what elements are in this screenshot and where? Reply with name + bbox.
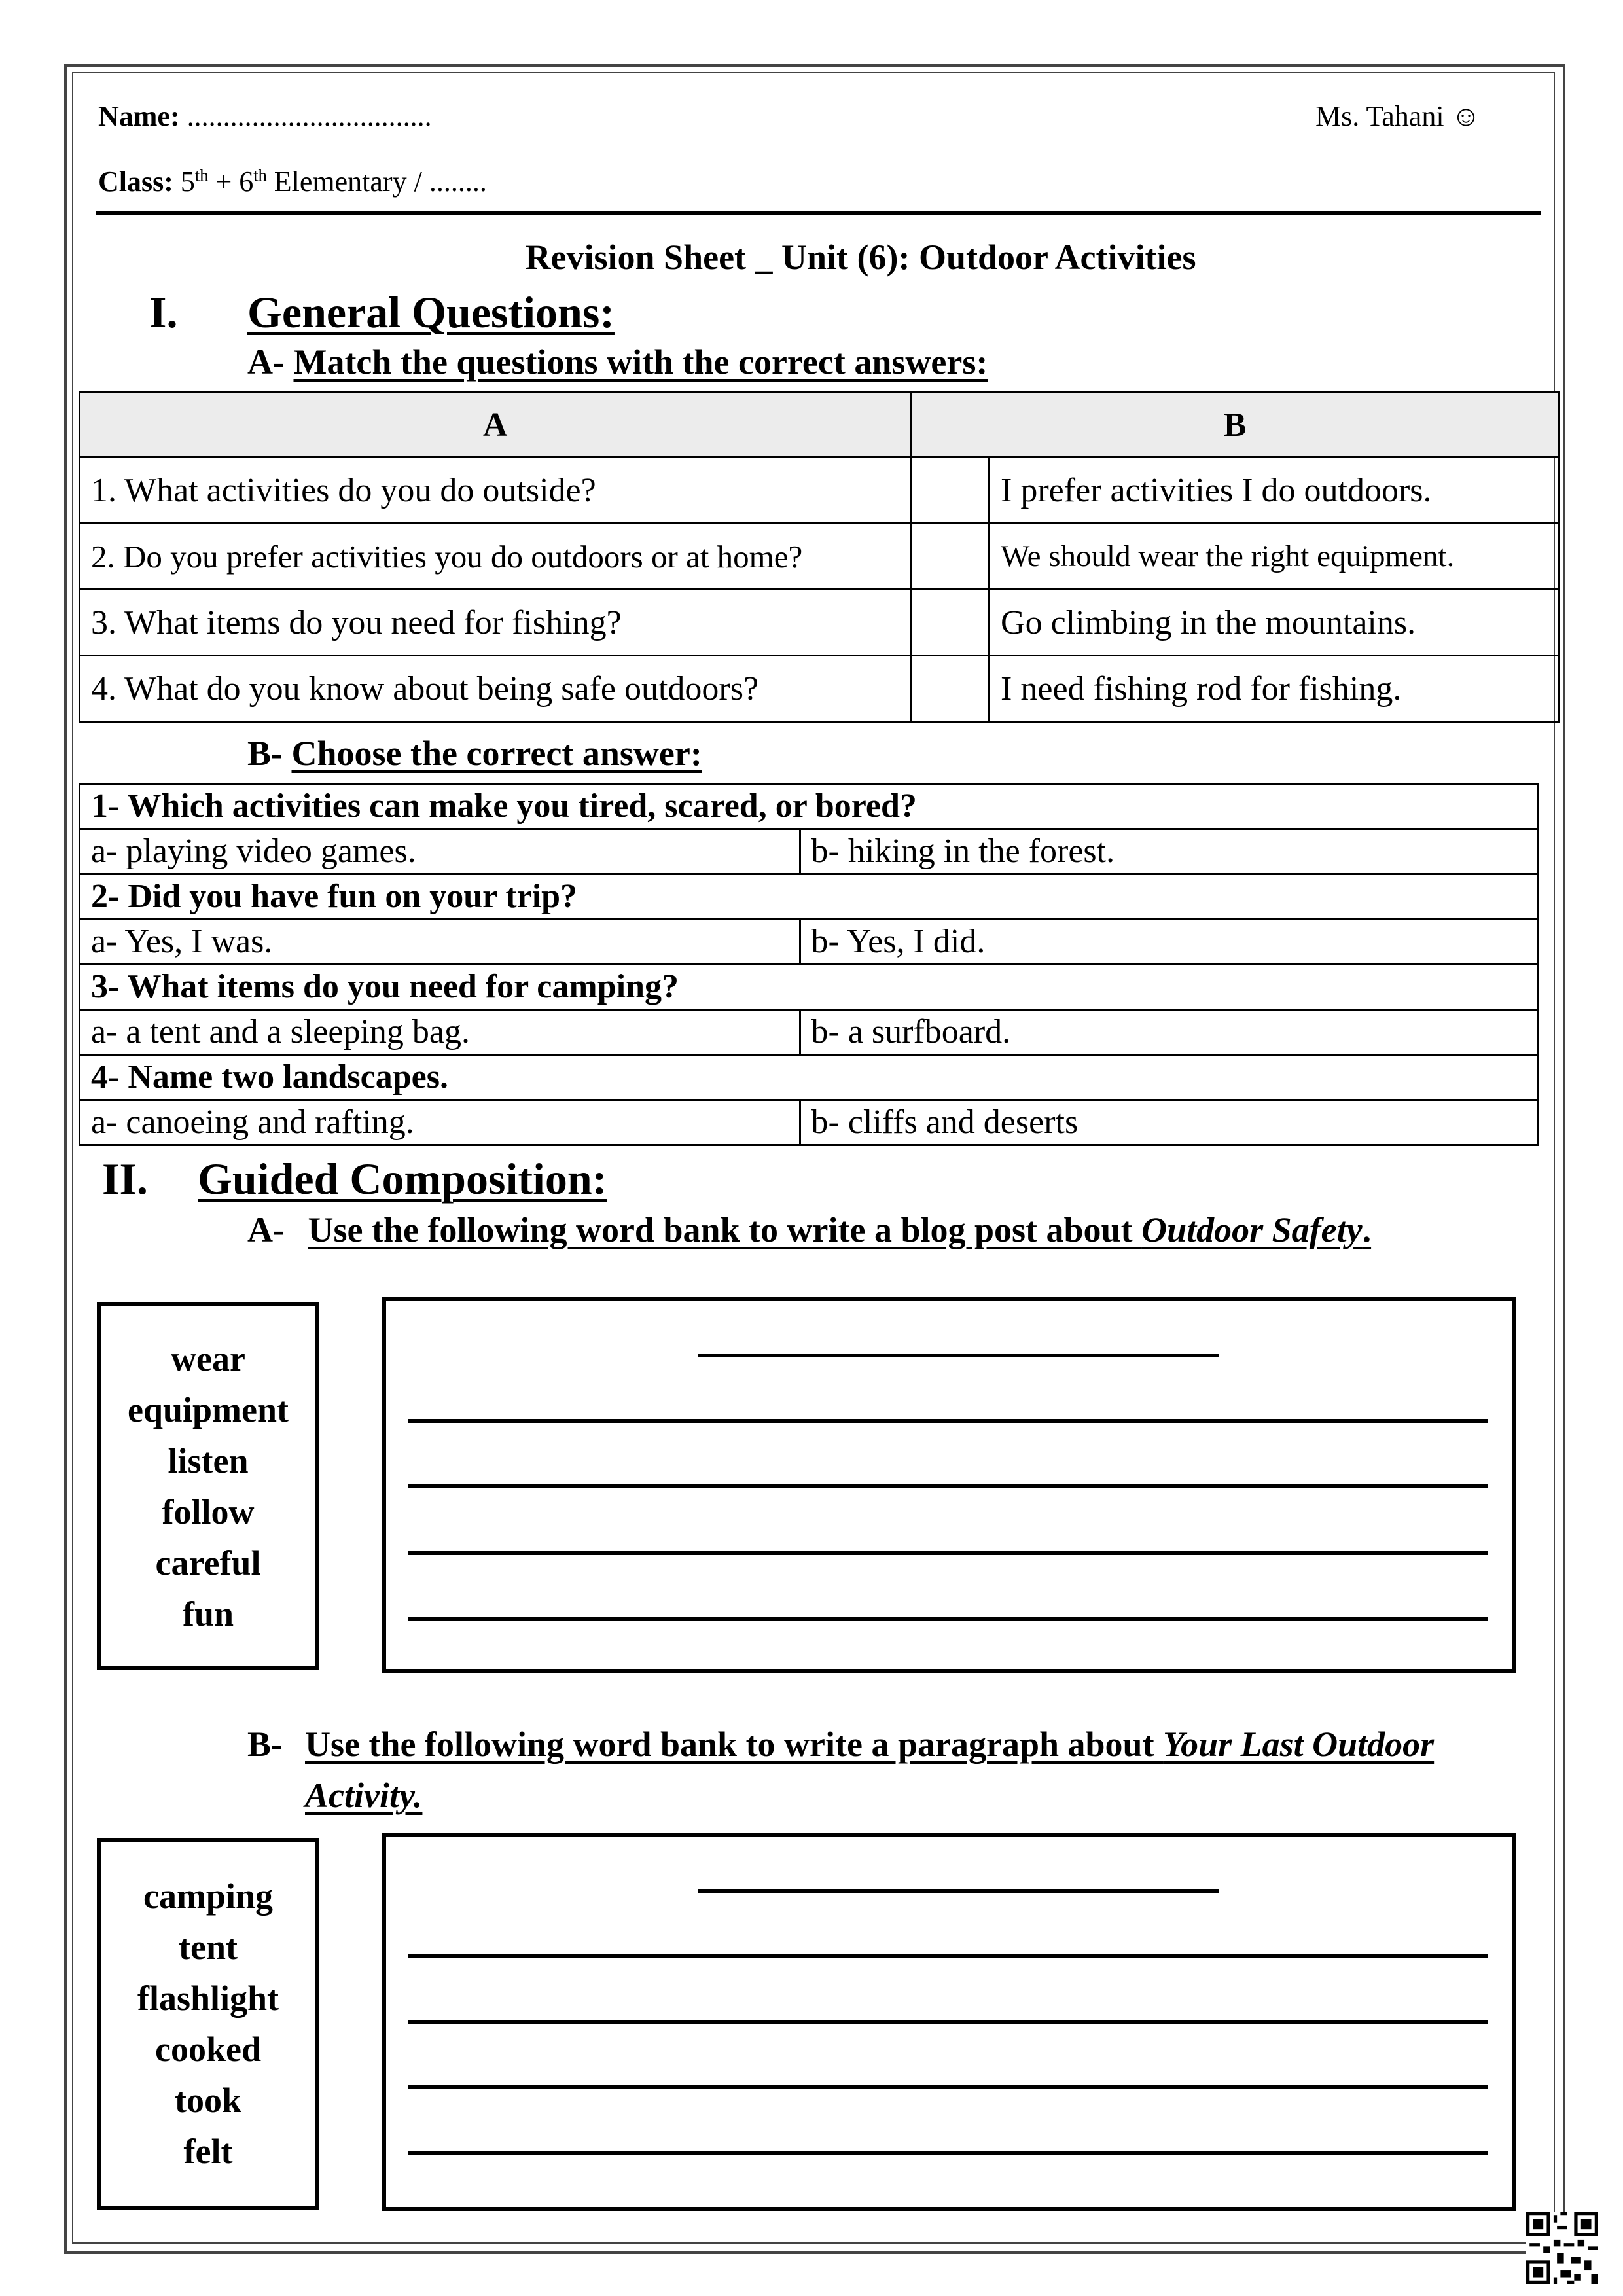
- section2-partA: [247, 1210, 1371, 1250]
- mcq-question: 2- Did you have fun on your trip?: [80, 874, 1539, 920]
- matching-answer: Go climbing in the mountains.: [990, 590, 1560, 656]
- qr-code: [1526, 2212, 1598, 2284]
- writing-line: [408, 2020, 1488, 2024]
- section1-partB: [247, 733, 702, 774]
- section2-heading: Guided Composition:: [198, 1154, 607, 1204]
- class-sup-2: th: [253, 165, 267, 185]
- title-line: [698, 1354, 1219, 1357]
- partB-prefix: B-: [247, 734, 292, 773]
- word-bank-item: took: [174, 2081, 241, 2120]
- class-label: Class:: [98, 166, 173, 198]
- class-grade-5: 5: [180, 166, 195, 198]
- writing-line: [408, 1617, 1488, 1621]
- word-bank-item: felt: [183, 2132, 233, 2171]
- title-line: [698, 1889, 1219, 1893]
- matching-question: 3. What items do you need for fishing?: [80, 590, 911, 656]
- matching-answer: I prefer activities I do outdoors.: [990, 457, 1560, 524]
- matching-header-row: [80, 393, 1560, 457]
- class-grade-6: + 6: [208, 166, 254, 198]
- mcq-question-row: [80, 784, 1539, 829]
- multiple-choice-table: [79, 783, 1539, 1146]
- section2-partB: [247, 1719, 1543, 1821]
- mcq-option-a[interactable]: a- canoeing and rafting.: [80, 1100, 800, 1145]
- teacher-name: Ms. Tahani ☺: [1315, 100, 1481, 132]
- writing-line: [408, 1551, 1488, 1555]
- partB-topic: Your Last Outdoor: [1163, 1725, 1435, 1764]
- matching-answer: I need fishing rod for fishing.: [990, 656, 1560, 722]
- writing-line: [408, 2085, 1488, 2089]
- word-bank-b: [97, 1838, 319, 2210]
- partA-instruction-text: Use the following word bank to write a blog post about: [308, 1210, 1142, 1249]
- mcq-option-b[interactable]: b- Yes, I did.: [800, 920, 1539, 965]
- word-bank-item: camping: [143, 1876, 274, 1916]
- partB-instruction-text: Use the following word bank to write a paragraph about: [305, 1725, 1164, 1764]
- mcq-options-row: [80, 1010, 1539, 1055]
- word-bank-item: fun: [182, 1594, 234, 1634]
- answer-blank[interactable]: [911, 457, 990, 524]
- mcq-option-a[interactable]: a- playing video games.: [80, 829, 800, 874]
- partA-prefix: A-: [247, 342, 294, 382]
- mcq-question-row: [80, 965, 1539, 1010]
- partA-topic: Outdoor Safety: [1141, 1210, 1363, 1249]
- section1-heading: General Questions:: [247, 287, 615, 337]
- partB-instruction: [305, 1719, 1543, 1821]
- partB-prefix: B-: [247, 1725, 283, 1764]
- partA-end: .: [1362, 1210, 1372, 1249]
- answer-blank[interactable]: [911, 524, 990, 590]
- name-line: [98, 99, 432, 133]
- mcq-question-row: [80, 874, 1539, 920]
- word-bank-item: equipment: [127, 1390, 289, 1429]
- section2-numeral: II.: [102, 1154, 148, 1204]
- matching-row: [80, 590, 1560, 656]
- name-blank: ..................................: [179, 100, 432, 132]
- mcq-options-row: [80, 920, 1539, 965]
- word-bank-item: listen: [168, 1441, 249, 1480]
- writing-line: [408, 1954, 1488, 1958]
- partB-title: Choose the correct answer:: [291, 734, 702, 773]
- column-b-header: B: [911, 393, 1560, 457]
- class-sup-1: th: [194, 165, 209, 185]
- partA-title: Match the questions with the correct answers:: [293, 342, 988, 382]
- matching-answer: We should wear the right equipment.: [990, 524, 1560, 590]
- mcq-option-a[interactable]: a- Yes, I was.: [80, 920, 800, 965]
- matching-table: [79, 391, 1560, 723]
- section1-partA: [247, 342, 988, 382]
- word-bank-item: wear: [171, 1339, 245, 1378]
- matching-question: 2. Do you prefer activities you do outdoors or at home?: [80, 524, 911, 590]
- mcq-question: 3- What items do you need for camping?: [80, 965, 1539, 1010]
- answer-blank[interactable]: [911, 656, 990, 722]
- mcq-question: 4- Name two landscapes.: [80, 1055, 1539, 1100]
- mcq-question-row: [80, 1055, 1539, 1100]
- answer-blank[interactable]: [911, 590, 990, 656]
- mcq-options-row: [80, 1100, 1539, 1145]
- mcq-question: 1- Which activities can make you tired, scared, or bored?: [80, 784, 1539, 829]
- writing-line: [408, 2151, 1488, 2155]
- writing-line: [408, 1419, 1488, 1423]
- word-bank-item: follow: [162, 1492, 255, 1532]
- mcq-option-b[interactable]: b- cliffs and deserts: [800, 1100, 1539, 1145]
- partA-prefix: A-: [247, 1210, 285, 1249]
- matching-row: [80, 656, 1560, 722]
- mcq-option-a[interactable]: a- a tent and a sleeping bag.: [80, 1010, 800, 1055]
- mcq-option-b[interactable]: b- a surfboard.: [800, 1010, 1539, 1055]
- column-a-header: A: [80, 393, 911, 457]
- word-bank-a: [97, 1302, 319, 1670]
- writing-box-a[interactable]: [382, 1297, 1516, 1673]
- word-bank-item: flashlight: [137, 1979, 279, 2018]
- page-title: Revision Sheet _ Unit (6): Outdoor Activities: [525, 238, 1196, 277]
- word-bank-item: careful: [155, 1543, 261, 1583]
- section1-numeral: I.: [149, 287, 178, 337]
- matching-row: [80, 524, 1560, 590]
- mcq-options-row: [80, 829, 1539, 874]
- name-label: Name:: [98, 100, 180, 132]
- class-line: [98, 165, 487, 198]
- class-rest: Elementary / ........: [266, 166, 487, 198]
- word-bank-item: tent: [179, 1928, 238, 1967]
- matching-row: [80, 457, 1560, 524]
- partB-topic-2: Activity.: [305, 1776, 423, 1815]
- partA-instruction: [308, 1210, 1371, 1249]
- word-bank-item: cooked: [155, 2030, 261, 2069]
- matching-question: 1. What activities do you do outside?: [80, 457, 911, 524]
- header-divider: [96, 211, 1541, 215]
- writing-line: [408, 1484, 1488, 1488]
- writing-box-b[interactable]: [382, 1833, 1516, 2211]
- mcq-option-b[interactable]: b- hiking in the forest.: [800, 829, 1539, 874]
- matching-question: 4. What do you know about being safe outdoors?: [80, 656, 911, 722]
